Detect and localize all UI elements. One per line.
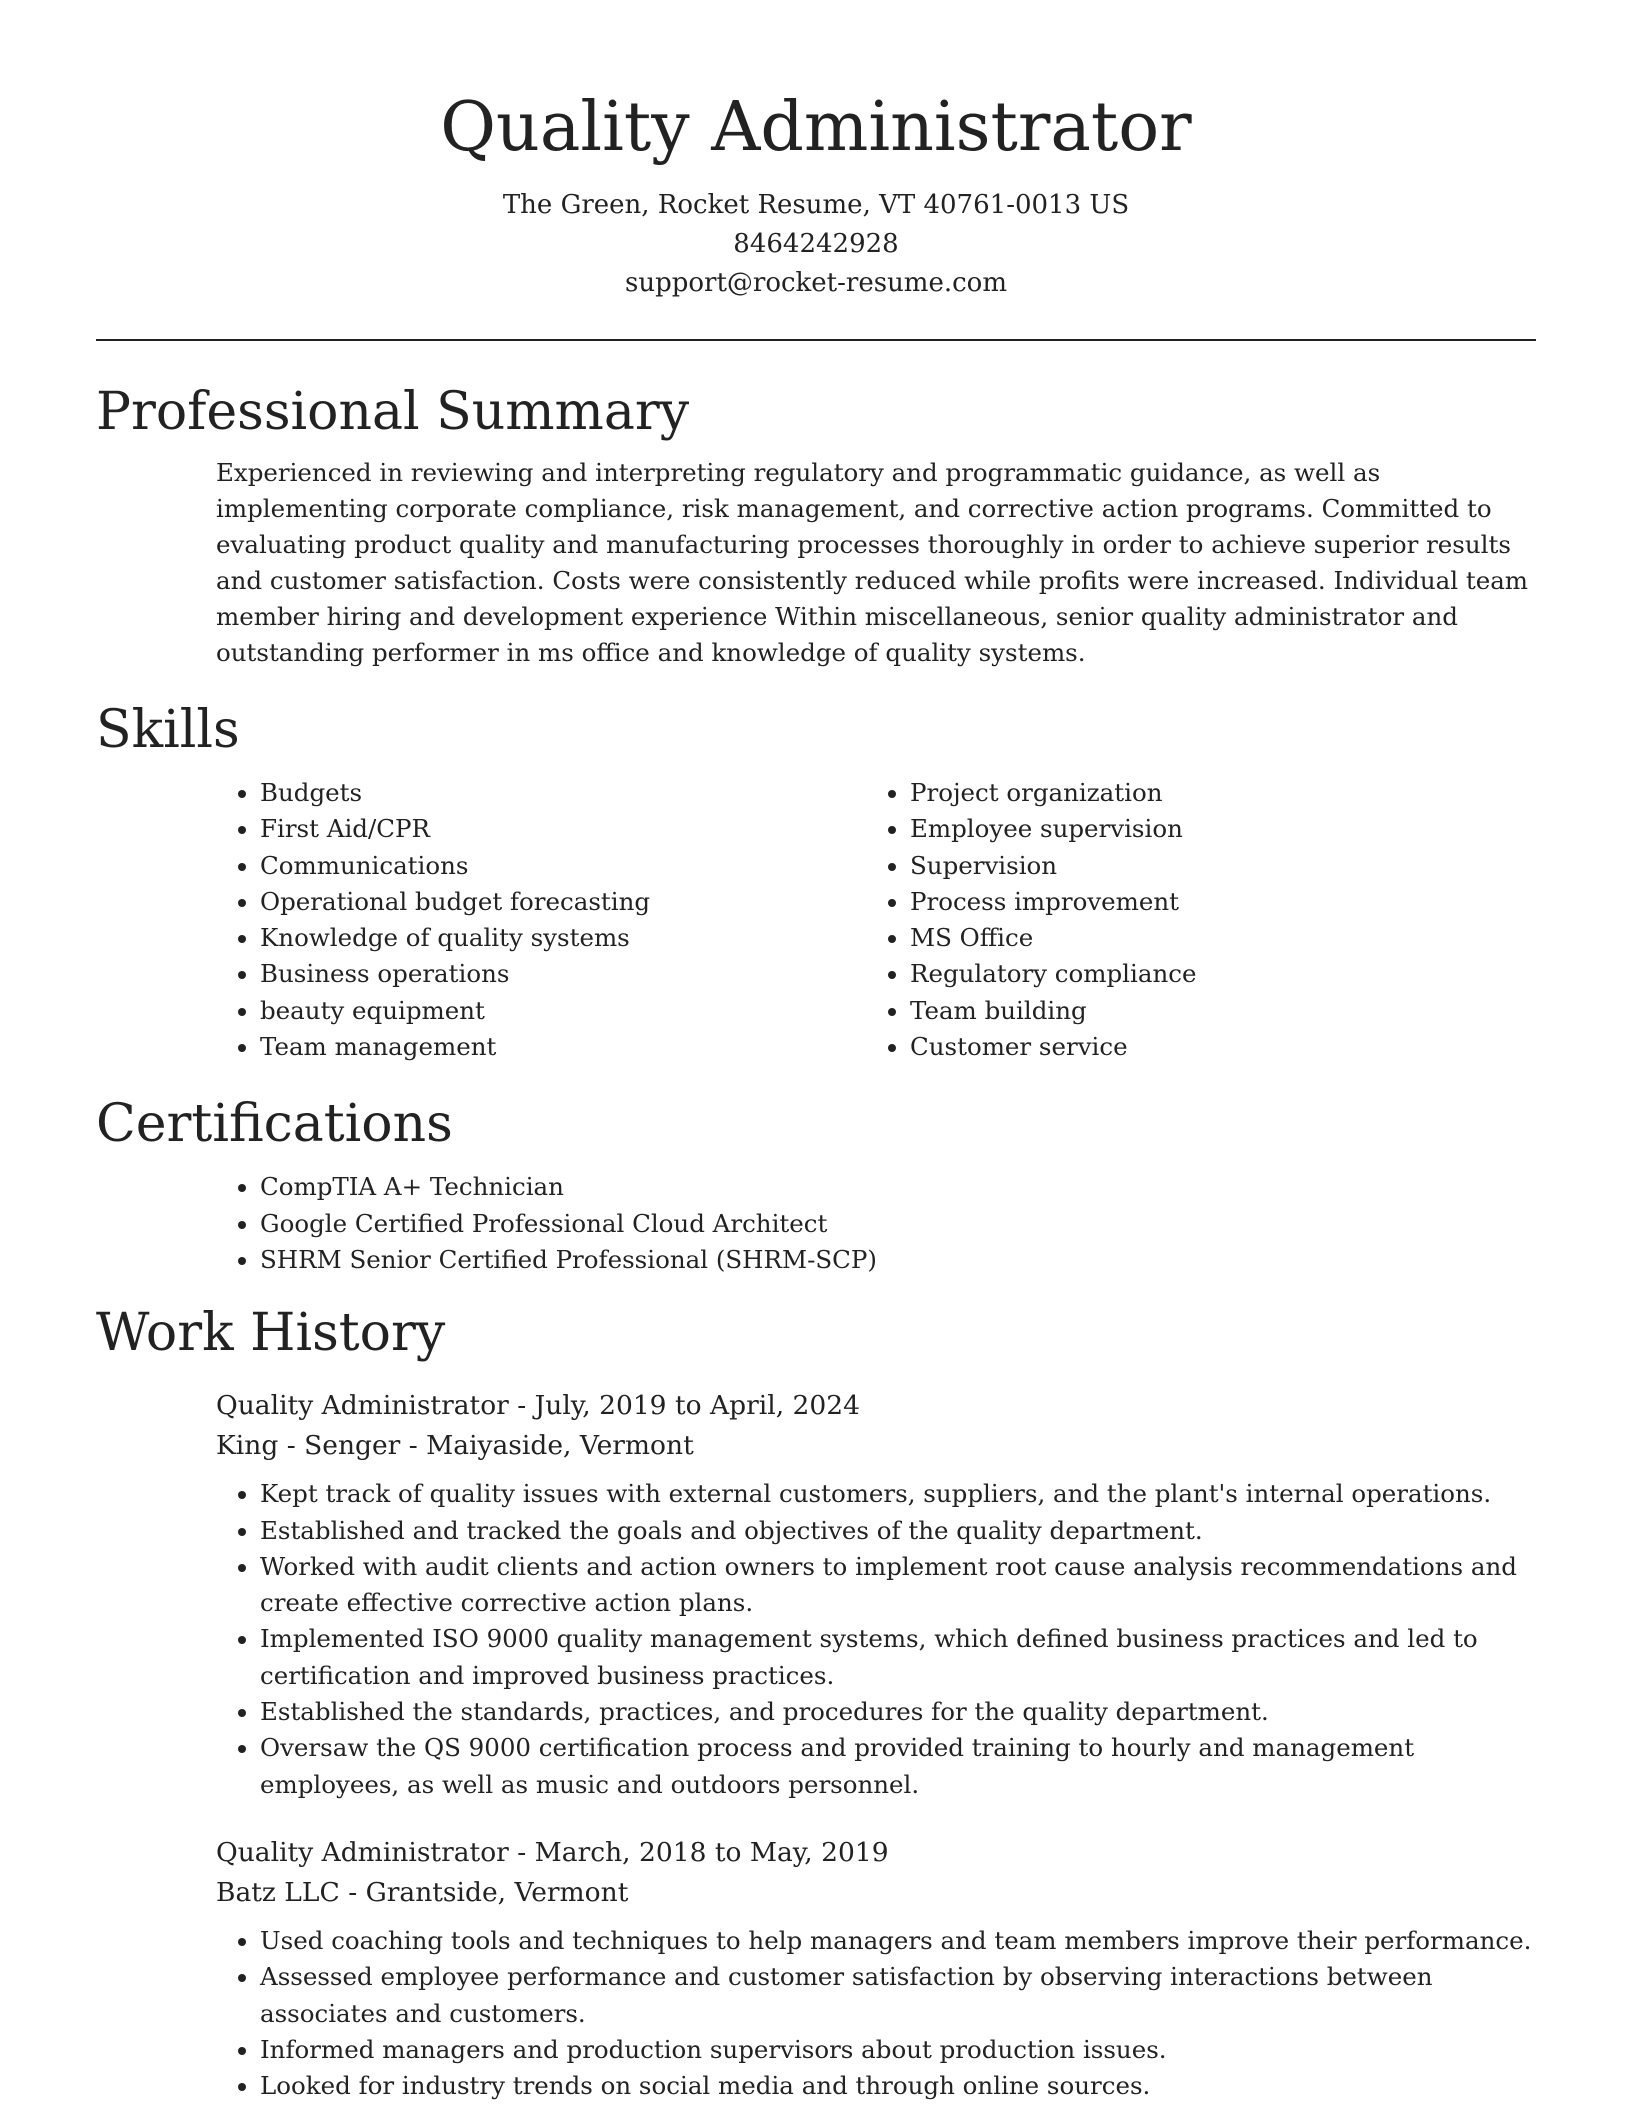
skills-list-left — [216, 775, 866, 1065]
skill-item: • Regulatory compliance — [910, 956, 1516, 992]
contact-phone: 8464242928 — [733, 229, 899, 259]
job-bullet: • Worked with audit clients and action owners to implement root cause analysis recommendations and create effective corrective action plans. — [260, 1549, 1536, 1622]
certification-item: • CompTIA A+ Technician — [260, 1169, 1536, 1205]
job-bullet: • Established and tracked the goals and objectives of the quality department. — [260, 1513, 1536, 1549]
job-location: - Grantside, Vermont — [339, 1876, 629, 1908]
skill-item: • Team management — [260, 1029, 866, 1065]
header-divider — [96, 339, 1536, 341]
job-bullet: • Used coaching tools and techniques to help managers and team members improve their performance. — [260, 1923, 1536, 1959]
skill-item: • Customer service — [910, 1029, 1516, 1065]
job-dates: - July, 2019 to April, 2024 — [508, 1390, 860, 1422]
job-bullet: • Implemented ISO 9000 quality management systems, which defined business practices and led to certification and improved business practices. — [260, 1621, 1536, 1694]
skill-item: • Knowledge of quality systems — [260, 920, 866, 956]
certification-item: • Google Certified Professional Cloud Architect — [260, 1206, 1536, 1242]
certifications-block — [216, 1169, 1536, 1278]
job-bullet: • Oversaw the QS 9000 certification process and provided training to hourly and management employees, as well as music and outdoors personnel. — [260, 1730, 1536, 1803]
contact-address: The Green, Rocket Resume, VT 40761-0013 US — [502, 190, 1130, 220]
skill-item: • Communications — [260, 848, 866, 884]
job-entry — [216, 1386, 1536, 1803]
summary-heading: Professional Summary — [96, 382, 690, 442]
skill-item: • Project organization — [910, 775, 1516, 811]
work-history-heading: Work History — [96, 1303, 446, 1364]
skill-item: • beauty equipment — [260, 993, 866, 1029]
job-bullet: • Assessed employee performance and customer satisfaction by observing interactions between associates and customers. — [260, 1959, 1536, 2032]
job-title-line — [216, 1833, 1536, 1873]
job-bullet: • Looked for industry trends on social media and through online sources. — [260, 2068, 1536, 2104]
job-title: Quality Administrator — [216, 1836, 509, 1868]
job-title-line — [216, 1386, 1536, 1426]
job-dates: - March, 2018 to May, 2019 — [508, 1836, 889, 1868]
summary-text: Experienced in reviewing and interpreting regulatory and programmatic guidance, as well as implementing corporate compliance, risk management, and corrective action programs. Committed to evaluating product quality and manufacturing processes thoroughly in order to achieve superior results and customer satisfaction. Costs were consistently reduced while profits were increased. Individual team member hiring and development experience Within miscellaneous, senior quality administrator and outstanding performer in ms office and knowledge of quality systems. — [216, 458, 1529, 667]
resume-header — [96, 0, 1536, 303]
job-bullets — [216, 1923, 1536, 2104]
skills-grid — [216, 775, 1536, 1065]
skill-item: • Supervision — [910, 848, 1516, 884]
job-company: Batz LLC — [216, 1876, 340, 1908]
job-company-line — [216, 1873, 1536, 1913]
certification-item: • SHRM Senior Certified Professional (SHRM-SCP) — [260, 1242, 1536, 1278]
work-history-section — [96, 1300, 1536, 2104]
skill-item: • Team building — [910, 993, 1516, 1029]
job-entry — [216, 1833, 1536, 2104]
job-bullet: • Informed managers and production supervisors about production issues. — [260, 2032, 1536, 2068]
skill-item: • Employee supervision — [910, 811, 1516, 847]
skills-column-right — [866, 775, 1516, 1065]
job-title: Quality Administrator — [216, 1390, 509, 1422]
certifications-list — [216, 1169, 1536, 1278]
job-location: - Maiyaside, Vermont — [400, 1430, 694, 1462]
skill-item: • First Aid/CPR — [260, 811, 866, 847]
job-company-line — [216, 1426, 1536, 1466]
job-bullets — [216, 1476, 1536, 1803]
skills-list-right — [866, 775, 1516, 1065]
job-bullet: • Established the standards, practices, and procedures for the quality department. — [260, 1694, 1536, 1730]
candidate-name: Quality Administrator — [440, 88, 1192, 167]
skills-heading: Skills — [96, 700, 240, 760]
contact-email: support@rocket-resume.com — [624, 268, 1007, 298]
job-bullets-block — [216, 1476, 1536, 1803]
contact-block — [96, 186, 1536, 303]
job-bullets-block — [216, 1923, 1536, 2104]
job-company: King - Senger — [216, 1430, 401, 1462]
skill-item: • Process improvement — [910, 884, 1516, 920]
skill-item: • Business operations — [260, 956, 866, 992]
job-bullet: • Kept track of quality issues with external customers, suppliers, and the plant's internal operations. — [260, 1476, 1536, 1512]
certifications-heading: Certifications — [96, 1094, 453, 1155]
skill-item: • Budgets — [260, 775, 866, 811]
skill-item: • MS Office — [910, 920, 1516, 956]
skill-item: • Operational budget forecasting — [260, 884, 866, 920]
skills-section — [96, 697, 1536, 1065]
skills-column-left — [216, 775, 866, 1065]
certifications-section — [96, 1091, 1536, 1278]
summary-section — [96, 379, 1536, 671]
